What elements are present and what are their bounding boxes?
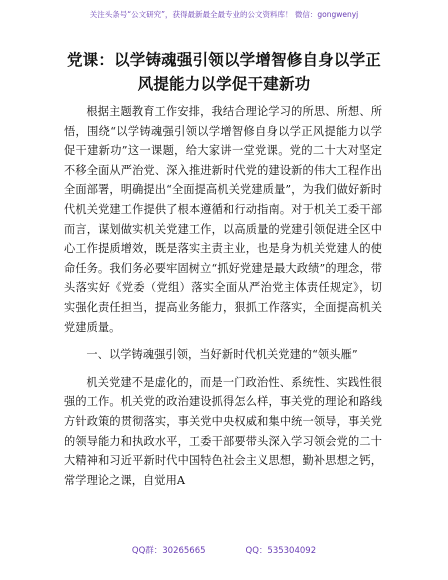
document-body	[64, 102, 382, 490]
qq-group-text: QQ群：30265665	[131, 546, 206, 556]
document-title: 党课：以学铸魂强引领以学增智修自身以学正风提能力以学促干建新功	[66, 51, 381, 93]
body-paragraph: 根据主题教育工作安排，我结合理论学习的所思、所想、所悟，围绕“以学铸魂强引领以学增智修自身以学正风提能力以学促干建新功”这一课题，给大家讲一堂党课。党的二十大对坚定不移全面从严治党、深入推进新时代党的建设新的伟大工程作出全面部署，明确提出“全面提高机关党建质量”，为我们做好新时代机关党建工作提供了根本遵循和行动指南。对于机关工委干部而言，谋划做实机关党建工作，以高质量的党建引领促进全区中心工作提质增效，既是落实主责主业，也是身为机关党建人的使命任务。我们务必要牢固树立“抓好党建是最大政绩”的理念，带头落实好《党委（党组）落实全面从严治党主体责任规定》，切实强化责任担当，提高业务能力，狠抓工作落实，全面提高机关党建质量。	[64, 105, 382, 334]
body-paragraph: 机关党建不是虚化的，而是一门政治性、系统性、实践性很强的工作。机关党的政治建设抓得怎么样，事关党的理论和路线方针政策的贯彻落实，事关党中央权威和集中统一领导，事关党的领导能力和执政水平，工委干部要带头深入学习领会党的二十大精神和习近平新时代中国特色社会主义思想，勤补思想之钙，常学理论之课，自觉用A	[64, 375, 382, 487]
section-heading: 一、以学铸魂强引领，当好新时代机关党建的“领头雁”	[86, 348, 358, 362]
promo-banner: 关注头条号“公文研究”，获得最新最全最专业的公文资料库！ 微信：gongwenyj	[89, 10, 359, 19]
qq-text: QQ：535304092	[245, 546, 317, 556]
contact-footer	[0, 545, 448, 557]
